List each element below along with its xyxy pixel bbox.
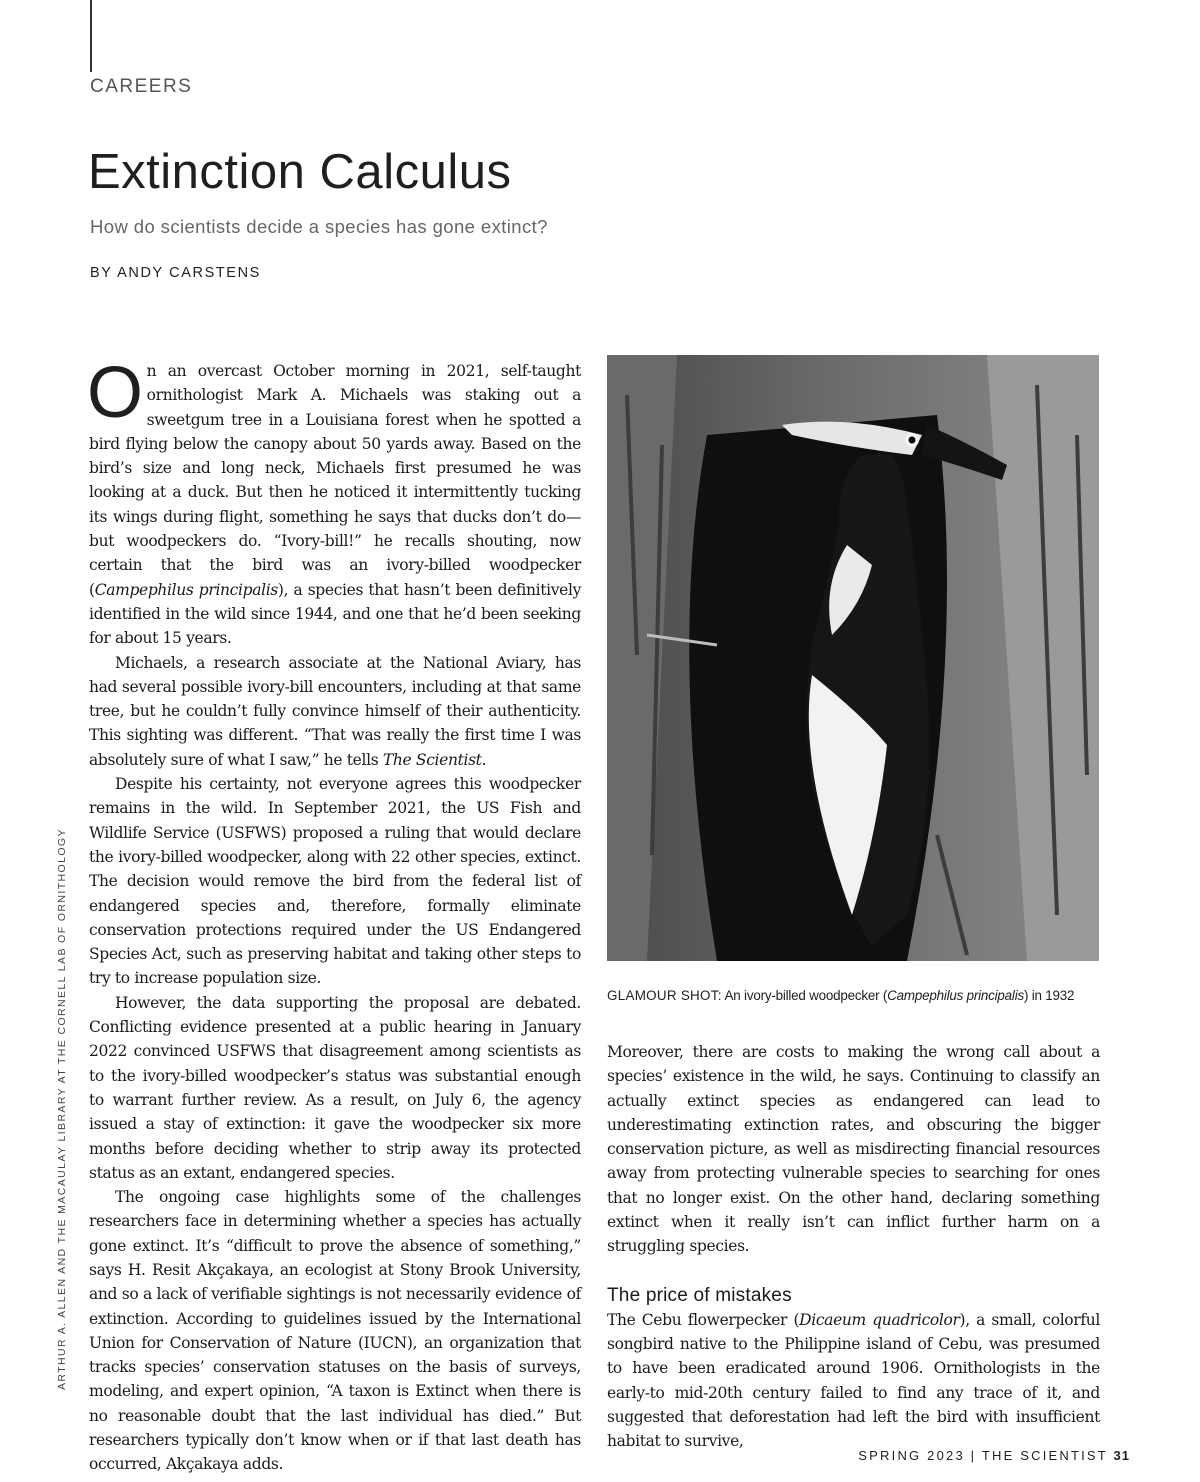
species-name: Dicaeum quadricolor bbox=[799, 1310, 960, 1329]
paragraph: Despite his certainty, not everyone agrees this woodpecker remains in the wild. In September 2021, the US Fish and Wildlife Service (USFWS) proposed a ruling that would declare the ivory-billed woodpecker, along with 22 other species, extinct. The decision would remove the bird from the federal list of endangered species and, therefore, formally eliminate conservation protections required under the US Endangered Species Act, such as preserving habitat and taking other steps to try to increase population size. bbox=[89, 775, 581, 988]
article-title: Extinction Calculus bbox=[88, 145, 512, 199]
drop-cap: O bbox=[87, 353, 143, 433]
paragraph bbox=[87, 353, 581, 651]
page-footer bbox=[858, 1448, 1130, 1463]
paragraph bbox=[607, 1308, 1100, 1454]
caption-text: ) in 1932 bbox=[1023, 988, 1075, 1003]
species-name: Campephilus principalis bbox=[94, 580, 278, 599]
paragraph: The ongoing case highlights some of the challenges researchers face in determining whether a species has actually gone extinct. It’s “difficult to prove the absence of something,” says H. Resit Akçakaya, an ecologist at Stony Brook University, and so a lack of verifiable sightings is not necessarily evidence of extinction. According to guidelines issued by the International Union for Conservation of Nature (IUCN), an organization that tracks species’ conservation statuses on the basis of surveys, modeling, and expert opinion, “A taxon is Extinct when there is no reasonable doubt that the last individual has died.” But researchers typically don’t know when or if that last death has occurred, Akçakaya adds. bbox=[89, 1188, 581, 1474]
byline: BY ANDY CARSTENS bbox=[90, 265, 261, 281]
article-subtitle: How do scientists decide a species has gone extinct? bbox=[90, 216, 548, 237]
article-column-left bbox=[87, 353, 581, 1477]
issue-label: SPRING 2023 | THE SCIENTIST bbox=[858, 1448, 1108, 1463]
paragraph-text: The Cebu flowerpecker ( bbox=[607, 1310, 800, 1329]
page-number: 31 bbox=[1113, 1448, 1130, 1463]
paragraph-text: ), a species that hasn’t been definitively identified in the wild since 1944, and one that he’d been seeking for about 15 years. bbox=[89, 580, 581, 648]
caption-label: GLAMOUR SHOT: bbox=[607, 988, 722, 1003]
woodpecker-photo bbox=[607, 355, 1099, 961]
caption-species: Campephilus principalis bbox=[887, 988, 1024, 1003]
paragraph-text: n an overcast October morning in 2021, self-taught ornithologist Mark A. Michaels was staking out a sweetgum tree in a Louisiana forest when he spotted a bird flying below the canopy about 50 yards away. Based on the bird’s size and long neck, Michaels first presumed he was looking at a duck. But then he noticed it intermittently tucking its wings during flight, something he says that ducks don’t do—but woodpeckers do. “Ivory-bill!” he recalls shouting, now certain that the bird was an ivory-billed woodpecker ( bbox=[89, 362, 581, 599]
photo-credit: ARTHUR A. ALLEN AND THE MACAULAY LIBRARY AT THE CORNELL LAB OF ORNITHOLOGY bbox=[56, 828, 68, 1390]
paragraph-text: . bbox=[481, 750, 487, 769]
section-heading: The price of mistakes bbox=[607, 1284, 792, 1306]
woodpecker-illustration bbox=[607, 355, 1099, 961]
section-label: CAREERS bbox=[90, 76, 193, 97]
paragraph bbox=[89, 651, 581, 772]
article-column-right bbox=[607, 1040, 1100, 1453]
caption-text: An ivory-billed woodpecker ( bbox=[721, 988, 888, 1003]
photo-caption bbox=[607, 988, 1127, 1003]
paragraph: However, the data supporting the proposal are debated. Conflicting evidence presented at a public hearing in January 2022 convinced USFWS that disagreement among scientists as to the ivory-billed woodpecker’s status was substantial enough to warrant further review. As a result, on July 6, the agency issued a stay of extinction: it gave the woodpecker six more months before deciding whether to strip away its protected status as an extant, endangered species. bbox=[89, 993, 581, 1182]
paragraph-text: ), a small, colorful songbird native to the Philippine island of Cebu, was presumed to have been eradicated around 1906. Ornithologists in the early-to mid-20th century failed to find any trace of it, and suggested that deforestation had left the bird with insufficient habitat to survive, bbox=[607, 1310, 1100, 1451]
publication-name: The Scientist bbox=[382, 750, 482, 769]
paragraph: Moreover, there are costs to making the wrong call about a species’ existence in the wild, he says. Continuing to classify an actually extinct species as endangered can lead to underestimating extinction rates, and obscuring the bigger conservation picture, as well as misdirecting financial resources away from protecting vulnerable species to searching for ones that no longer exist. On the other hand, declaring something extinct when it really isn’t can inflict further harm on a struggling species. bbox=[607, 1043, 1100, 1256]
header-rule bbox=[90, 0, 92, 72]
paragraph-text: Michaels, a research associate at the National Aviary, has had several possible ivory-bill encounters, including at that same tree, but he couldn’t fully convince himself of their authenticity. This sighting was different. “That was really the first time I was absolutely sure of what I saw,” he tells bbox=[89, 653, 581, 769]
